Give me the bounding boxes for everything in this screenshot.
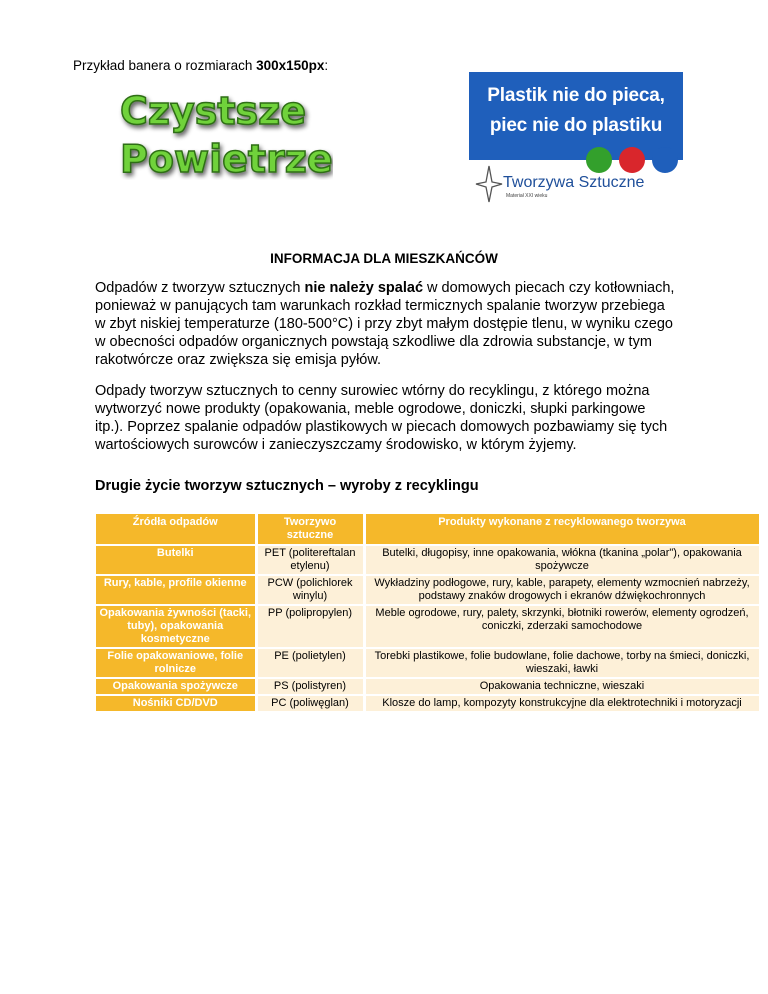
cell-material: PC (poliwęglan) (256, 695, 364, 712)
page-heading: INFORMACJA DLA MIESZKAŃCÓW (270, 251, 498, 266)
caption-prefix: Przykład banera o rozmiarach (73, 58, 257, 73)
cell-products: Meble ogrodowe, rury, palety, skrzynki, błotniki rowerów, elementy ogrodzeń, coniczki, zderzaki samochodowe (364, 605, 760, 648)
cell-products: Klosze do lamp, kompozyty konstrukcyjne dla elektrotechniki i motoryzacji (364, 695, 760, 712)
banner-slogan-line-1: Plastik nie do pieca, (487, 85, 665, 106)
banner-blue-panel (469, 72, 683, 160)
table-header-row (96, 514, 760, 545)
blue-dot (652, 147, 678, 173)
header-products: Produkty wykonane z recyklowanego tworzywa (364, 514, 760, 545)
brand-name: Tworzywa Sztuczne (503, 174, 645, 191)
cell-products: Butelki, długopisy, inne opakowania, włókna (tkanina „polar"), opakowania spożywcze (364, 545, 760, 575)
paragraph-recycling-value: Odpady tworzyw sztucznych to cenny surowiec wtórny do recyklingu, z którego można wytworzyć nowe produkty (opakowania, meble ogrodowe, doniczki, słupki parkingowe itp.). Poprzez spalanie odpadów plastikowych w piecach domowych pozbawiamy się tych wartościowych surowców i zanieczyszczamy środowisko, w którym żyjemy. (95, 383, 668, 453)
table-row (96, 575, 760, 605)
star-logo-icon (475, 164, 503, 204)
header-sources: Źródła odpadów (96, 514, 256, 545)
cell-material: PCW (polichlorek winylu) (256, 575, 364, 605)
cell-source: Folie opakowaniowe, folie rolnicze (96, 648, 256, 678)
paragraph-burning-warning (95, 279, 675, 369)
recycling-table (96, 514, 762, 713)
brand-tagline: Materiał XXI wieku (506, 193, 548, 199)
table-row (96, 648, 760, 678)
banner-plastik-nie-do-pieca (469, 72, 683, 206)
caption-size: 300x150px (256, 58, 325, 73)
cell-products: Wykładziny podłogowe, rury, kable, parapety, elementy wzmocnień nabrzeży, podstawy znaków drogowych i ekranów dźwiękochronnych (364, 575, 760, 605)
banner-czystsze-powietrze (118, 88, 333, 180)
table-row (96, 695, 760, 712)
cell-material: PP (polipropylen) (256, 605, 364, 648)
section-subheading: Drugie życie tworzyw sztucznych – wyroby z recyklingu (95, 478, 479, 494)
banner-slogan-line-2: piec nie do plastiku (489, 115, 663, 136)
cell-source: Butelki (96, 545, 256, 575)
cell-source: Opakowania żywności (tacki, tuby), opakowania kosmetyczne (96, 605, 256, 648)
cell-source: Opakowania spożywcze (96, 678, 256, 695)
p1-text-start: Odpadów z tworzyw sztucznych (95, 280, 305, 296)
table-row (96, 545, 760, 575)
green-dot (586, 147, 612, 173)
header-material: Tworzywo sztuczne (256, 514, 364, 545)
p1-text-end: w domowych piecach czy kotłowniach, ponieważ w panujących tam warunkach rozkład termicznych spalanie tworzyw przebiega w zbyt niskiej temperaturze (180-500°C) i przy zbyt małym dostępie tlenu, w wyniku czego w obecności odpadów organicznych powstają szkodliwe dla zdrowia substancje, w tym rakotwórcze oraz zwiększa się emisja pyłów. (95, 280, 675, 368)
cell-products: Opakowania techniczne, wieszaki (364, 678, 760, 695)
banner-size-caption (73, 58, 328, 73)
cell-source: Nośniki CD/DVD (96, 695, 256, 712)
caption-suffix: : (324, 58, 329, 73)
banner-line-1: Czystsze (120, 89, 307, 133)
table-row (96, 678, 760, 695)
cell-material: PS (polistyren) (256, 678, 364, 695)
cell-products: Torebki plastikowe, folie budowlane, folie dachowe, torby na śmieci, doniczki, wieszaki, ławki (364, 648, 760, 678)
red-dot (619, 147, 645, 173)
banner-line-2: Powietrze (120, 137, 333, 180)
cell-source: Rury, kable, profile okienne (96, 575, 256, 605)
p1-bold-text: nie należy spalać (304, 280, 424, 296)
table-row (96, 605, 760, 648)
cell-material: PE (polietylen) (256, 648, 364, 678)
cell-material: PET (politereftalan etylenu) (256, 545, 364, 575)
